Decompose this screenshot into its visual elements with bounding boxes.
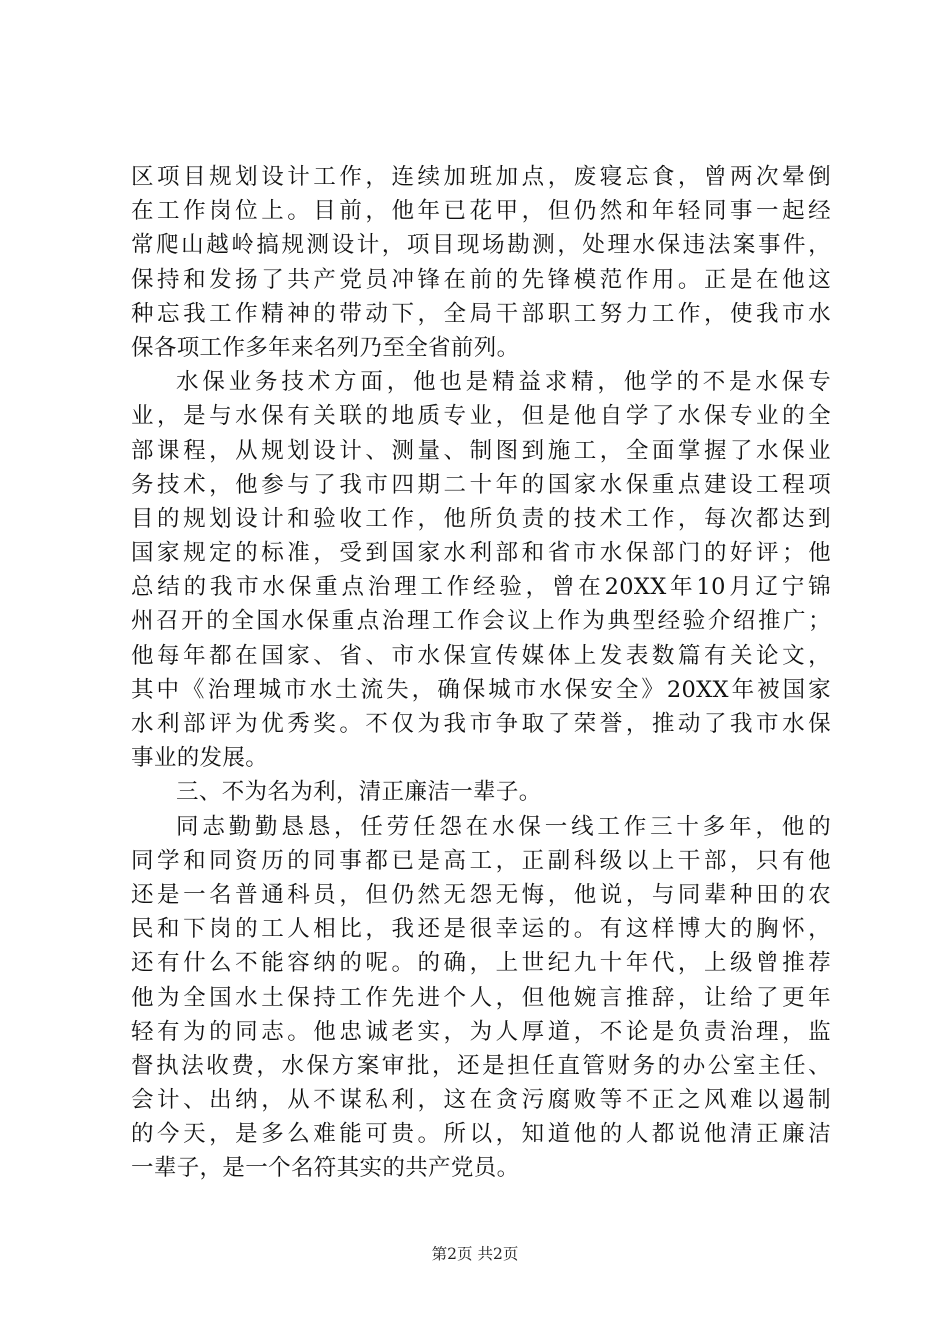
text-line: 保持和发扬了共产党员冲锋在前的先锋模范作用。正是在他这 xyxy=(131,266,831,293)
text-line: 其中《治理城市水土流失，确保城市水保安全》20XX年被国家 xyxy=(131,676,831,703)
page-footer xyxy=(0,1244,950,1264)
text-line: 他每年都在国家、省、市水保宣传媒体上发表数篇有关论文， xyxy=(131,642,831,669)
text-line: 同学和同资历的同事都已是高工，正副科级以上干部，只有他 xyxy=(131,847,831,874)
text-line: 区项目规划设计工作，连续加班加点，废寝忘食，曾两次晕倒 xyxy=(131,164,831,190)
text-line: 同志勤勤恳恳，任劳任怨在水保一线工作三十多年，他的 xyxy=(176,813,831,840)
text-line: 的今天，是多么难能可贵。所以，知道他的人都说他清正廉洁 xyxy=(131,1121,831,1148)
document-body xyxy=(131,160,831,1186)
text-line: 务技术，他参与了我市四期二十年的国家水保重点建设工程项 xyxy=(131,471,831,498)
section-heading xyxy=(131,775,831,809)
text-line: 还是一名普通科员，但仍然无怨无悔，他说，与同辈种田的农 xyxy=(131,881,831,908)
text-line: 保各项工作多年来名列乃至全省前列。 xyxy=(131,334,520,361)
text-line: 常爬山越岭搞规测设计，项目现场勘测，处理水保违法案事件， xyxy=(131,232,831,259)
text-line: 业，是与水保有关联的地质专业，但是他自学了水保专业的全 xyxy=(131,403,831,430)
text-line: 一辈子，是一个名符其实的共产党员。 xyxy=(131,1155,520,1182)
text-line: 他为全国水土保持工作先进个人，但他婉言推辞，让给了更年 xyxy=(131,984,831,1011)
paragraph-technical xyxy=(131,365,831,775)
text-line: 会计、出纳，从不谋私利，这在贪污腐败等不正之风难以遏制 xyxy=(131,1087,831,1114)
page-number-label: 第2页 共2页 xyxy=(431,1245,519,1263)
section-heading-text: 三、不为名为利，清正廉洁一辈子。 xyxy=(176,779,542,806)
text-line: 轻有为的同志。他忠诚老实，为人厚道，不论是负责治理，监 xyxy=(131,1018,831,1045)
text-line: 在工作岗位上。目前，他年已花甲，但仍然和年轻同事一起经 xyxy=(131,198,831,225)
text-line: 总结的我市水保重点治理工作经验，曾在20XX年10月辽宁锦 xyxy=(131,574,831,601)
text-line: 督执法收费，水保方案审批，还是担任直管财务的办公室主任、 xyxy=(131,1052,831,1079)
text-line: 州召开的全国水保重点治理工作会议上作为典型经验介绍推广； xyxy=(131,608,831,635)
text-line: 部课程，从规划设计、测量、制图到施工，全面掌握了水保业 xyxy=(131,437,831,464)
text-line: 民和下岗的工人相比，我还是很幸运的。有这样博大的胸怀， xyxy=(131,916,831,943)
text-line: 种忘我工作精神的带动下，全局干部职工努力工作，使我市水 xyxy=(131,300,831,327)
text-line: 国家规定的标准，受到国家水利部和省市水保部门的好评；他 xyxy=(131,540,831,567)
text-line: 目的规划设计和验收工作，他所负责的技术工作，每次都达到 xyxy=(131,505,831,532)
text-line: 事业的发展。 xyxy=(131,745,269,772)
paragraph-integrity xyxy=(131,810,831,1186)
text-line: 水利部评为优秀奖。不仅为我市争取了荣誉，推动了我市水保 xyxy=(131,711,831,737)
text-line: 还有什么不能容纳的呢。的确，上世纪九十年代，上级曾推荐 xyxy=(131,950,831,977)
text-line: 水保业务技术方面，他也是精益求精，他学的不是水保专 xyxy=(176,369,831,396)
paragraph-continuation xyxy=(131,160,831,365)
